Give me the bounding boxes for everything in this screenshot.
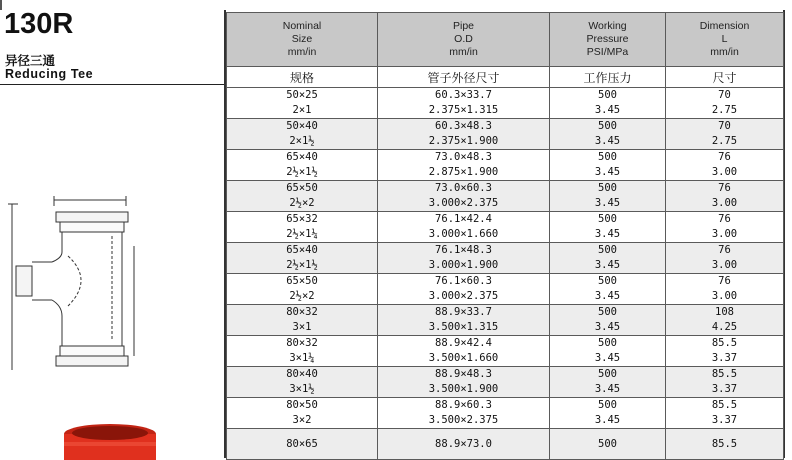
cell-dimension: 85.5: [666, 429, 784, 460]
table-row: [227, 181, 784, 212]
cell-od: 88.9×48.3 3.500×1.900: [378, 367, 550, 398]
cell-od: 76.1×48.3 3.000×1.900: [378, 243, 550, 274]
cell-dimension: 76 3.00: [666, 181, 784, 212]
cell-size: 80×65: [227, 429, 378, 460]
cell-od: 88.9×42.4 3.500×1.660: [378, 336, 550, 367]
header-cn-size: 规格: [227, 67, 378, 88]
cell-pressure: 500 3.45: [550, 243, 666, 274]
cell-size: 65×32 2½×1¼: [227, 212, 378, 243]
cell-pressure: 500: [550, 429, 666, 460]
table-row: [227, 88, 784, 119]
header-nominal-size: Nominal Size mm/in: [227, 13, 378, 67]
cell-size: 50×40 2×1½: [227, 119, 378, 150]
cell-dimension: 85.5 3.37: [666, 367, 784, 398]
cell-od: 60.3×33.7 2.375×1.315: [378, 88, 550, 119]
header-cn-pressure: 工作压力: [550, 67, 666, 88]
header-row-cn: [227, 67, 784, 88]
table-row: [227, 274, 784, 305]
cell-dimension: 70 2.75: [666, 88, 784, 119]
cell-od: 88.9×73.0: [378, 429, 550, 460]
cell-pressure: 500 3.45: [550, 212, 666, 243]
header-dimension: Dimension L mm/in: [666, 13, 784, 67]
cell-pressure: 500 3.45: [550, 88, 666, 119]
product-name-en: Reducing Tee: [5, 67, 94, 81]
cell-pressure: 500 3.45: [550, 336, 666, 367]
cell-pressure: 500 3.45: [550, 398, 666, 429]
cell-size: 65×50 2½×2: [227, 181, 378, 212]
table-row: [227, 367, 784, 398]
cell-pressure: 500 3.45: [550, 274, 666, 305]
cell-dimension: 76 3.00: [666, 150, 784, 181]
cell-dimension: 85.5 3.37: [666, 398, 784, 429]
header-working-pressure: Working Pressure PSI/MPa: [550, 13, 666, 67]
header-row-en: [227, 13, 784, 67]
cell-pressure: 500 3.45: [550, 150, 666, 181]
cell-od: 88.9×60.3 3.500×2.375: [378, 398, 550, 429]
cell-od: 73.0×48.3 2.875×1.900: [378, 150, 550, 181]
cell-size: 80×32 3×1: [227, 305, 378, 336]
cell-size: 80×32 3×1¼: [227, 336, 378, 367]
cell-size: 65×40 2½×1½: [227, 150, 378, 181]
cell-od: 60.3×48.3 2.375×1.900: [378, 119, 550, 150]
model-number: 130R: [4, 8, 74, 40]
cell-size: 65×40 2½×1½: [227, 243, 378, 274]
table-row: [227, 243, 784, 274]
header-cn-dimension: 尺寸: [666, 67, 784, 88]
cell-size: 80×50 3×2: [227, 398, 378, 429]
red-fitting-photo: [60, 420, 160, 460]
corner-mark: [0, 0, 2, 10]
header-cn-od: 管子外径尺寸: [378, 67, 550, 88]
table-row: [227, 336, 784, 367]
cell-dimension: 76 3.00: [666, 243, 784, 274]
spec-table: [226, 12, 784, 460]
cell-od: 76.1×42.4 3.000×1.660: [378, 212, 550, 243]
cell-pressure: 500 3.45: [550, 119, 666, 150]
table-row: [227, 150, 784, 181]
header-pipe-od: Pipe O.D mm/in: [378, 13, 550, 67]
table-row: [227, 429, 784, 460]
table-row: [227, 305, 784, 336]
cell-pressure: 500 3.45: [550, 367, 666, 398]
tee-technical-drawing: [8, 196, 138, 396]
table-row: [227, 119, 784, 150]
cell-dimension: 108 4.25: [666, 305, 784, 336]
table-row: [227, 398, 784, 429]
table-row: [227, 212, 784, 243]
cell-od: 76.1×60.3 3.000×2.375: [378, 274, 550, 305]
cell-size: 65×50 2½×2: [227, 274, 378, 305]
cell-dimension: 70 2.75: [666, 119, 784, 150]
cell-dimension: 76 3.00: [666, 212, 784, 243]
title-rule: [0, 84, 226, 85]
cell-dimension: 76 3.00: [666, 274, 784, 305]
cell-pressure: 500 3.45: [550, 305, 666, 336]
cell-size: 50×25 2×1: [227, 88, 378, 119]
cell-dimension: 85.5 3.37: [666, 336, 784, 367]
product-name-cn: 异径三通: [5, 53, 56, 68]
cell-pressure: 500 3.45: [550, 181, 666, 212]
cell-od: 73.0×60.3 3.000×2.375: [378, 181, 550, 212]
cell-size: 80×40 3×1½: [227, 367, 378, 398]
cell-od: 88.9×33.7 3.500×1.315: [378, 305, 550, 336]
